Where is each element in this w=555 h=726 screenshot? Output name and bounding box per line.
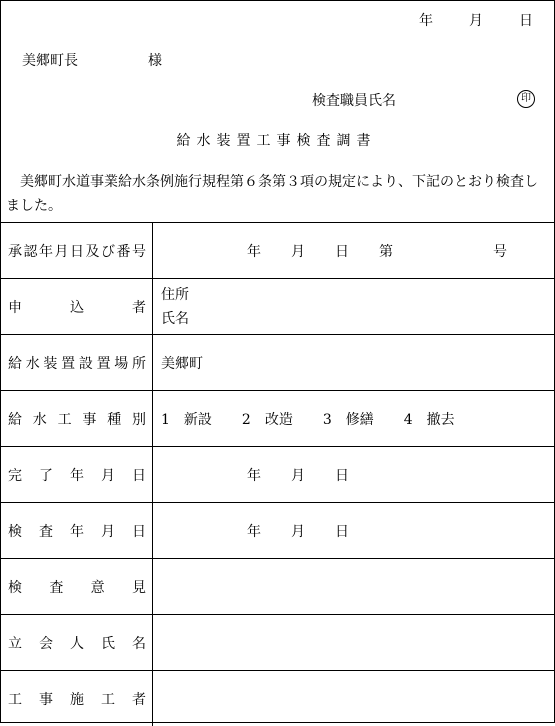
row-label-completion: 完了年月日 (0, 447, 153, 503)
table-row-approval (0, 223, 555, 279)
date-month-label: 月 (469, 10, 483, 30)
date-day-label: 日 (519, 10, 533, 30)
completion-value: 年 月 日 (153, 447, 555, 503)
witness-value (153, 615, 555, 671)
table-row-inspection-opinion (0, 559, 555, 615)
inspection-date-value: 年 月 日 (153, 503, 555, 559)
date-year-label: 年 (419, 10, 433, 30)
row-label-inspection-date: 検査年月日 (0, 503, 153, 559)
table-row-completion (0, 447, 555, 503)
table-row-witness (0, 615, 555, 671)
addressee-name: 美郷町長 (22, 53, 78, 69)
row-label-approval: 承認年月日及び番号 (0, 223, 153, 279)
table-row-applicant (0, 279, 555, 335)
inspection-opinion-value (153, 559, 555, 615)
applicant-address-label: 住所 (161, 283, 555, 307)
row-label-location: 給水装置設置場所 (0, 335, 153, 391)
row-label-applicant: 申込者 (0, 279, 153, 335)
intro-text: 美郷町水道事業給水条例施行規程第６条第３項の規定により、下記のとおり検査しました。 (6, 170, 551, 218)
work-type-remove: 4 撤去 (404, 412, 455, 428)
row-label-inspection-opinion: 検査意見 (0, 559, 153, 615)
table-row-inspection-date (0, 503, 555, 559)
table-row-location (0, 335, 555, 391)
honorific: 様 (148, 53, 162, 69)
seal-mark: 印 (517, 90, 535, 108)
document-date (419, 10, 533, 30)
work-type-options (153, 391, 555, 447)
work-type-repair: 3 修繕 (323, 412, 374, 428)
applicant-value (153, 279, 555, 335)
work-type-new: 1 新設 (161, 412, 212, 428)
document-title: 給水装置工事検査調書 (0, 130, 553, 150)
row-label-contractor: 工事施工者 (0, 671, 153, 726)
applicant-name-label: 氏名 (161, 307, 555, 331)
work-type-modify: 2 改造 (242, 412, 293, 428)
addressee (22, 50, 162, 70)
table-row-contractor (0, 671, 555, 726)
location-value: 美郷町 (153, 335, 555, 391)
approval-value: 年 月 日 第 号 (153, 223, 555, 279)
row-label-witness: 立会人氏名 (0, 615, 153, 671)
contractor-value (153, 671, 555, 726)
table-row-work-type (0, 391, 555, 447)
inspector-label: 検査職員氏名 (312, 90, 396, 110)
inspection-table (0, 222, 555, 726)
row-label-work-type: 給水工事種別 (0, 391, 153, 447)
